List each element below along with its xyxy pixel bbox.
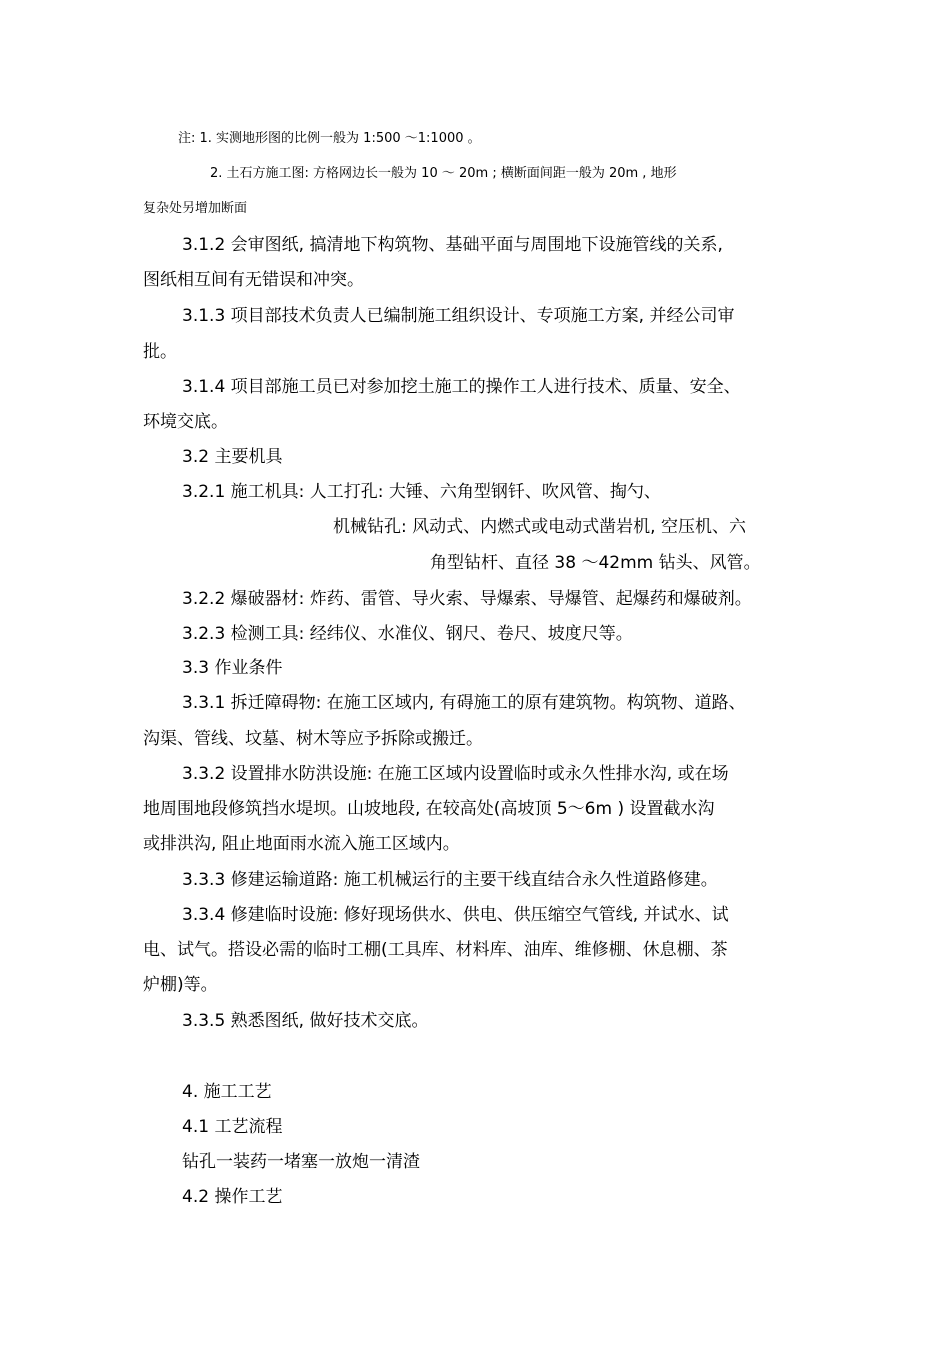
para-3-3-2-line-3: 或排洪沟, 阻止地面雨水流入施工区域内。 [143,834,460,854]
heading-3-3: 3.3 作业条件 [182,658,283,678]
para-3-1-4-line-2: 环境交底。 [143,412,228,432]
heading-3-2: 3.2 主要机具 [182,447,283,467]
para-3-1-2-line-2: 图纸相互间有无错误和冲突。 [143,270,364,290]
para-3-1-3-line-2: 批。 [143,342,177,362]
para-3-3-1-line-2: 沟渠、管线、坟墓、树木等应予拆除或搬迁。 [143,729,483,749]
para-3-2-2: 3.2.2 爆破器材: 炸药、雷管、导火索、导爆索、导爆管、起爆药和爆破剂。 [182,589,752,609]
para-3-2-1-line-1: 3.2.1 施工机具: 人工打孔: 大锤、六角型钢钎、吹风管、掏勺、 [182,482,661,502]
para-3-3-4-line-1: 3.3.4 修建临时设施: 修好现场供水、供电、供压缩空气管线, 并试水、试 [182,905,729,925]
heading-4-2: 4.2 操作工艺 [182,1187,283,1207]
para-3-3-3: 3.3.3 修建运输道路: 施工机械运行的主要干线直结合永久性道路修建。 [182,870,718,890]
para-3-2-1-line-3: 角型钻杆、直径 38 ～42mm 钻头、风管。 [430,553,761,573]
para-3-3-2-line-2: 地周围地段修筑挡水堤坝。山坡地段, 在较高处(高坡顶 5～6m ) 设置截水沟 [143,799,715,819]
para-3-3-5: 3.3.5 熟悉图纸, 做好技术交底。 [182,1011,429,1031]
note-line-2: 2. 土石方施工图: 方格网边长一般为 10 ～ 20m ; 横断面间距一般为 20m , 地形 [210,166,677,181]
process-flow: 钻孔一装药一堵塞一放炮一清渣 [182,1152,420,1172]
para-3-1-4-line-1: 3.1.4 项目部施工员已对参加挖土施工的操作工人进行技术、质量、安全、 [182,377,741,397]
para-3-2-3: 3.2.3 检测工具: 经纬仪、水准仪、钢尺、卷尺、坡度尺等。 [182,624,633,644]
para-3-3-2-line-1: 3.3.2 设置排水防洪设施: 在施工区域内设置临时或永久性排水沟, 或在场 [182,764,729,784]
heading-4: 4. 施工工艺 [182,1082,272,1102]
para-3-1-2-line-1: 3.1.2 会审图纸, 搞清地下构筑物、基础平面与周围地下设施管线的关系, [182,235,723,255]
para-3-2-1-line-2: 机械钻孔: 风动式、内燃式或电动式凿岩机, 空压机、六 [333,517,746,537]
para-3-1-3-line-1: 3.1.3 项目部技术负责人已编制施工组织设计、专项施工方案, 并经公司审 [182,306,735,326]
para-3-3-4-line-3: 炉棚)等。 [143,975,218,995]
note-line-1: 注: 1. 实测地形图的比例一般为 1:500 ～1:1000 。 [178,131,481,146]
heading-4-1: 4.1 工艺流程 [182,1117,283,1137]
para-3-3-4-line-2: 电、试气。搭设必需的临时工棚(工具库、材料库、油库、维修棚、休息棚、茶 [143,940,728,960]
note-line-3: 复杂处另增加断面 [143,201,248,216]
para-3-3-1-line-1: 3.3.1 拆迁障碍物: 在施工区域内, 有碍施工的原有建筑物。构筑物、道路、 [182,693,746,713]
